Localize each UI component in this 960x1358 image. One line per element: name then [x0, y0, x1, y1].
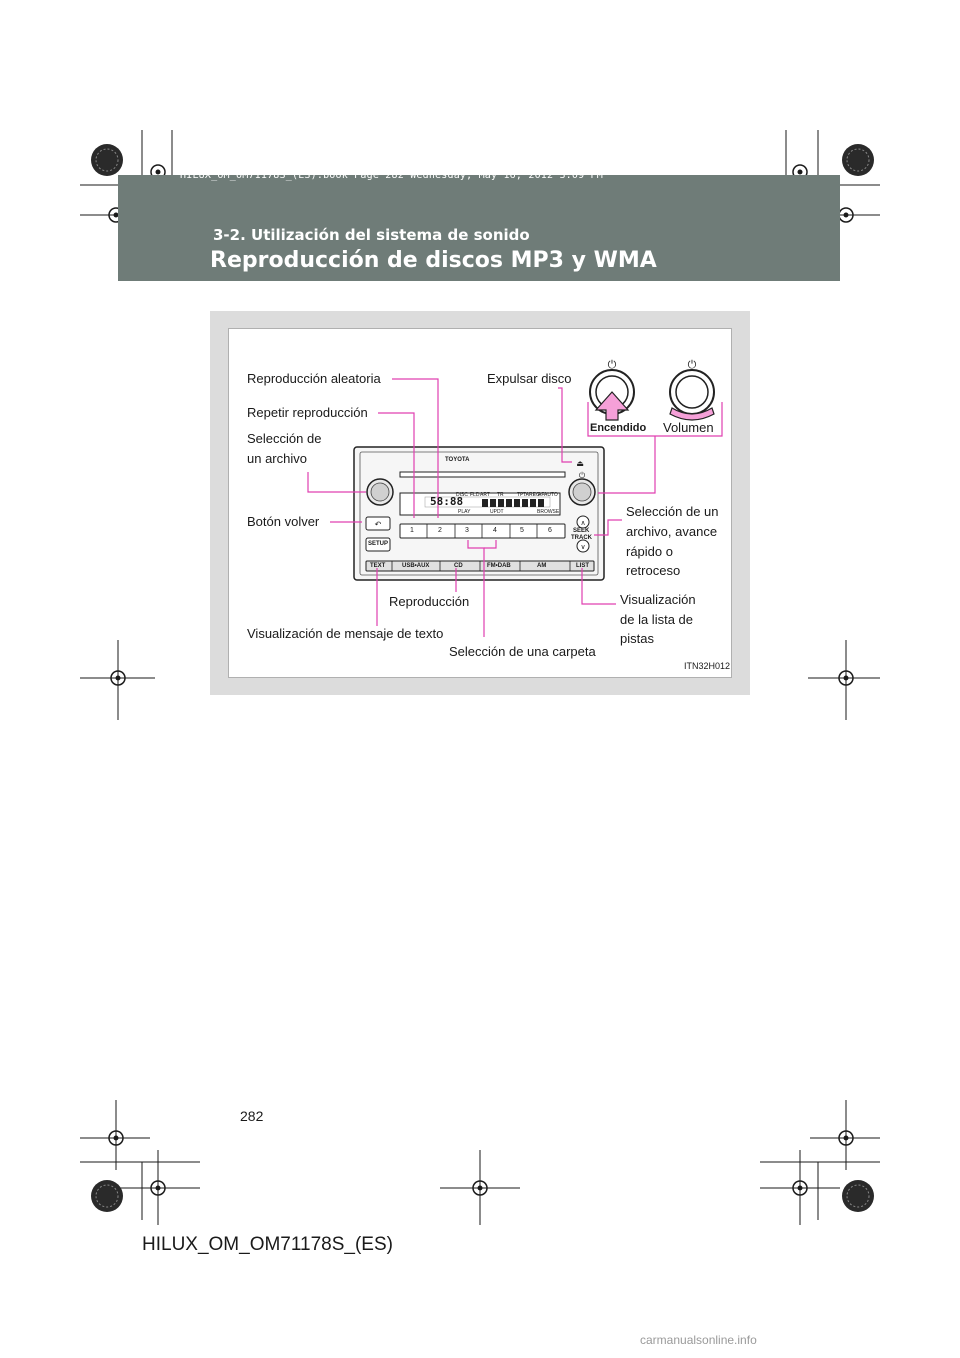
btn-cd: CD — [454, 563, 463, 569]
btn-am: AM — [537, 563, 547, 569]
label-file-select-ff-2: archivo, avance — [626, 524, 718, 539]
page-title: Reproducción de discos MP3 y WMA — [210, 248, 657, 273]
btn-list: LIST — [576, 563, 589, 569]
tag-art: ART — [480, 492, 490, 498]
eject-icon: ⏏ — [576, 459, 584, 468]
label-track-list-1: Visualización — [620, 592, 696, 607]
btn-text: TEXT — [370, 563, 386, 569]
label-back-button: Botón volver — [247, 514, 320, 529]
radio-brand: TOYOTA — [445, 457, 470, 463]
tag-browse: BROWSE — [537, 509, 560, 515]
tag-updt: UPDT — [490, 509, 504, 515]
label-eject-disc: Expulsar disco — [487, 371, 572, 386]
seek-up-icon: ∧ — [580, 519, 586, 527]
figure-id: ITN32H012 — [684, 661, 731, 671]
label-repeat-play: Repetir reproducción — [247, 405, 368, 420]
label-file-select-ff-4: retroceso — [626, 563, 681, 578]
label-file-select-2: un archivo — [247, 451, 307, 466]
label-file-select-ff-1: Selección de un — [626, 504, 719, 519]
tag-tp: TP — [517, 492, 524, 498]
file-info-strip: HILUX_OM_OM71178S_(ES).book Page 282 Wednesday, May 16, 2012 3:09 PM — [180, 170, 603, 181]
preset-4: 4 — [493, 527, 497, 534]
preset-1: 1 — [410, 527, 414, 534]
tag-reg: REG — [529, 492, 540, 498]
section-title: 3-2. Utilización del sistema de sonido — [213, 226, 530, 244]
tag-ta: TA — [523, 492, 530, 498]
label-random-play: Reproducción aleatoria — [247, 371, 381, 386]
power-knob-icon: ⏻ — [607, 358, 617, 371]
tag-fld: FLD — [470, 492, 480, 498]
preset-3: 3 — [465, 527, 469, 534]
label-volume: Volumen — [663, 420, 714, 435]
watermark: carmanualsonline.info — [640, 1333, 757, 1347]
label-track-list-2: de la lista de — [620, 612, 693, 627]
radio-display-digits: 58:88 — [430, 495, 464, 508]
tag-disc: DISC — [456, 492, 468, 498]
tag-tr: TR — [497, 492, 504, 498]
power-icon: ⏻ — [578, 471, 586, 480]
tag-auto: AUTO — [544, 492, 558, 498]
label-file-select-1: Selección de — [247, 431, 322, 446]
label-power: Encendido — [590, 422, 647, 434]
label-text-message: Visualización de mensaje de texto — [247, 626, 444, 641]
seek-down-icon: ∨ — [580, 543, 586, 551]
radio-seek-label: SEEK — [573, 528, 590, 534]
back-arrow-icon: ↶ — [374, 520, 382, 529]
page-number: 282 — [240, 1108, 264, 1124]
tag-play: PLAY — [458, 509, 471, 515]
label-playback: Reproducción — [389, 594, 470, 609]
btn-usb-aux: USB•AUX — [402, 563, 430, 569]
preset-5: 5 — [520, 527, 524, 534]
label-folder-select: Selección de una carpeta — [449, 644, 596, 659]
radio-track-label: TRACK — [571, 535, 592, 541]
preset-6: 6 — [548, 527, 552, 534]
preset-2: 2 — [438, 527, 442, 534]
volume-knob-power-icon: ⏻ — [687, 358, 697, 371]
btn-fm-dab: FM•DAB — [487, 563, 511, 569]
tag-af: AF — [538, 492, 545, 498]
footer-code: HILUX_OM_OM71178S_(ES) — [142, 1234, 393, 1255]
label-track-list-3: pistas — [620, 631, 654, 646]
radio-setup-label: SETUP — [368, 541, 389, 547]
label-file-select-ff-3: rápido o — [626, 544, 673, 559]
